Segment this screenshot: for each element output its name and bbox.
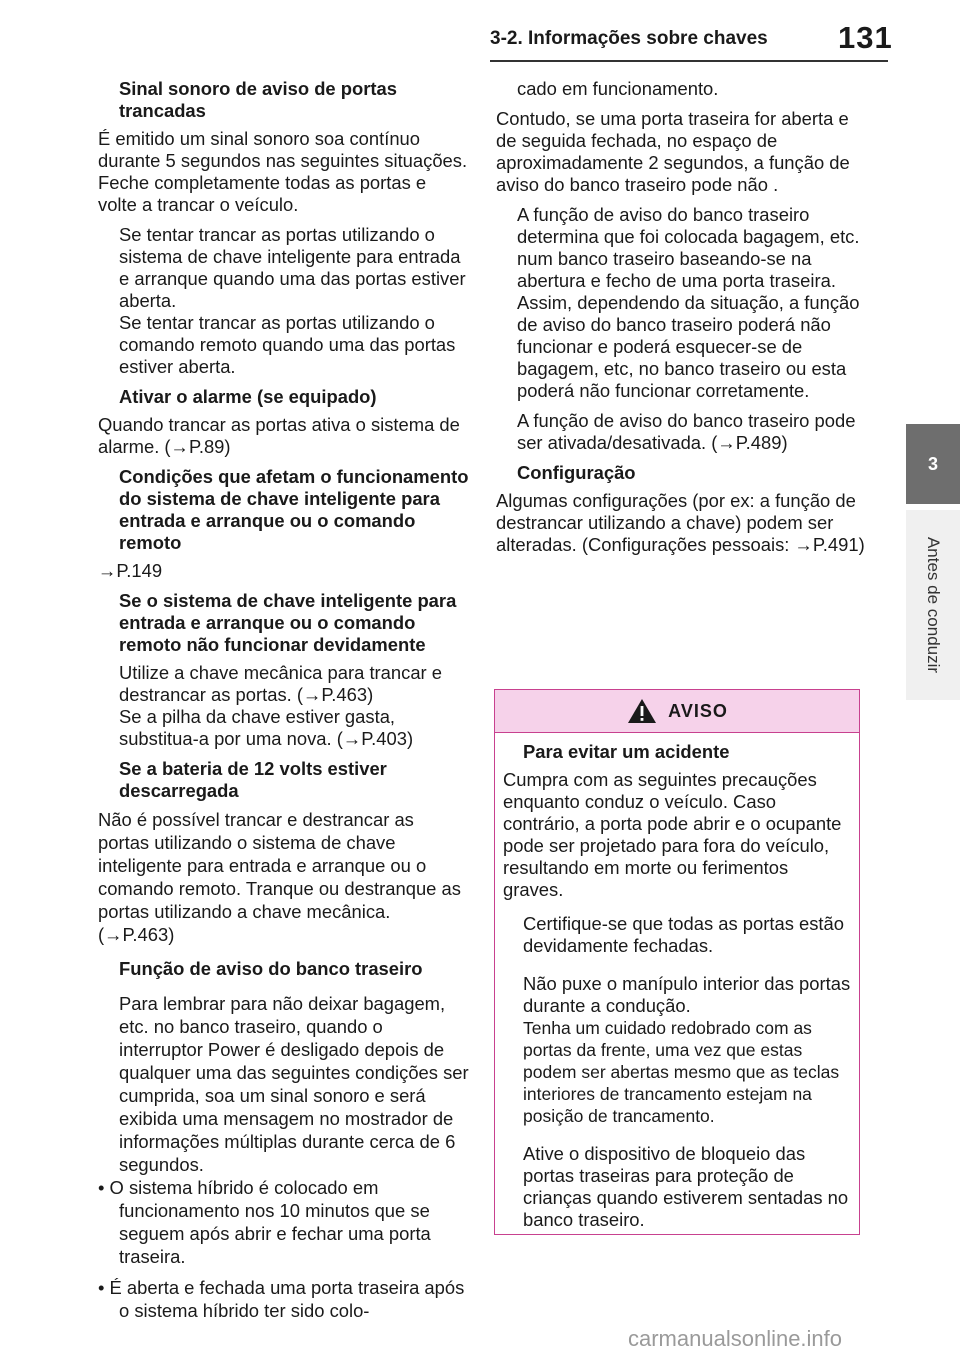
paragraph: Não puxe o manípulo interior das portas durante a condução. [523,973,851,1016]
heading-alarm: Ativar o alarme (se equipado) [119,386,377,407]
heading-battery: Se a bateria de 12 volts estiver descarregada [119,758,387,801]
bullet-item: • O sistema híbrido é colocado em funcionamento nos 10 minutos que se seguem após abrir e fechar uma porta traseira. [98,1177,431,1267]
warning-body [495,733,859,1231]
page-number: 131 [838,20,893,55]
warning-triangle-icon [626,697,658,725]
warning-header [495,690,859,733]
right-column [496,78,868,564]
chapter-number: 3 [927,453,938,474]
paragraph: Cumpra com as seguintes precauções enquanto conduz o veículo. Caso contrário, a porta pode abrir e o ocupante pode ser projetado para fora do veículo, resultando em morte ou ferimentos graves. [503,769,842,900]
bullet-item: • É aberta e fechada uma porta traseira após o sistema híbrido ter sido colo- [98,1277,465,1321]
watermark: carmanualsonline.info [628,1326,843,1351]
paragraph: Se tentar trancar as portas utilizando o comando remoto quando uma das portas estiver aberta. [119,312,456,377]
chapter-label: Antes de conduzir [924,536,943,674]
section-title: 3-2. Informações sobre chaves [490,28,768,49]
warning-heading: Para evitar um acidente [523,741,730,762]
paragraph: Tenha um cuidado redobrado com as portas da frente, uma vez que estas podem ser abertas mesmo que as teclas interiores de trancamento estejam na posição de trancamento. [523,1018,840,1126]
paragraph: Algumas configurações (por ex: a função de destrancar utilizando a chave) podem ser alteradas. (Configurações pessoais: →P.491) [496,490,865,555]
heading-conditions: Condições que afetam o funcionamento do sistema de chave inteligente para entrada e arranque ou o comando remoto [119,466,469,553]
paragraph: Utilize a chave mecânica para trancar e destrancar as portas. (→P.463) [119,662,443,705]
paragraph: Se a pilha da chave estiver gasta, substitua-a por uma nova. (→P.403) [119,706,414,749]
paragraph: É emitido um sinal sonoro soa contínuo durante 5 segundos nas seguintes situações. Feche completamente todas as portas e volte a trancar o veículo. [98,128,468,215]
chapter-tab[interactable] [906,424,960,504]
paragraph: Se tentar trancar as portas utilizando o sistema de chave inteligente para entrada e arranque quando uma das portas estiver aberta. [119,224,466,311]
paragraph: Contudo, se uma porta traseira for aberta e de seguida fechada, no espaço de aproximadamente 2 segundos, a função de aviso do banco traseiro pode não . [496,108,850,195]
paragraph: A função de aviso do banco traseiro pode ser ativada/desativada. (→P.489) [517,410,856,453]
paragraph: Ative o dispositivo de bloqueio das portas traseiras para proteção de crianças quando estiverem sentadas no banco traseiro. [523,1143,849,1230]
paragraph: Não é possível trancar e destrancar as portas utilizando o sistema de chave inteligente para entrada e arranque ou o comando remoto. Tranque ou destranque as portas utilizando a chave mecânica. (→P.463) [98,809,461,945]
paragraph: Quando trancar as portas ativa o sistema de alarme. (→P.89) [98,414,460,457]
heading-rear-seat-reminder: Função de aviso do banco traseiro [119,958,423,979]
header-rule [490,60,888,62]
warning-title: AVISO [668,701,728,721]
page-reference: →P.149 [98,560,163,581]
paragraph: Certifique-se que todas as portas estão devidamente fechadas. [523,913,845,956]
paragraph: A função de aviso do banco traseiro determina que foi colocada bagagem, etc. num banco traseiro baseando-se na abertura e fecho de uma porta traseira. Assim, dependendo da situação, a função de aviso do banco traseiro poderá não funcionar e poderá esquecer-se de bagagem, etc, no banco traseiro ou esta poderá não funcionar corretamente. [517,204,860,401]
heading-door-lock-buzzer: Sinal sonoro de aviso de portas trancadas [119,78,397,121]
heading-malfunction: Se o sistema de chave inteligente para entrada e arranque ou o comando remoto não funcionar devidamente [119,590,457,655]
paragraph: Para lembrar para não deixar bagagem, etc. no banco traseiro, quando o interruptor Power é desligado depois de qualquer uma das seguintes condições ser cumprida, soa um sinal sonoro e será exibida uma mensagem no mostrador de informações múltiplas durante cerca de 6 segundos. [119,993,469,1175]
chapter-label-tab [906,510,960,700]
paragraph: cado em funcionamento. [517,78,719,99]
heading-configuration: Configuração [517,462,636,483]
left-column [98,78,470,1330]
warning-box [494,689,860,1235]
